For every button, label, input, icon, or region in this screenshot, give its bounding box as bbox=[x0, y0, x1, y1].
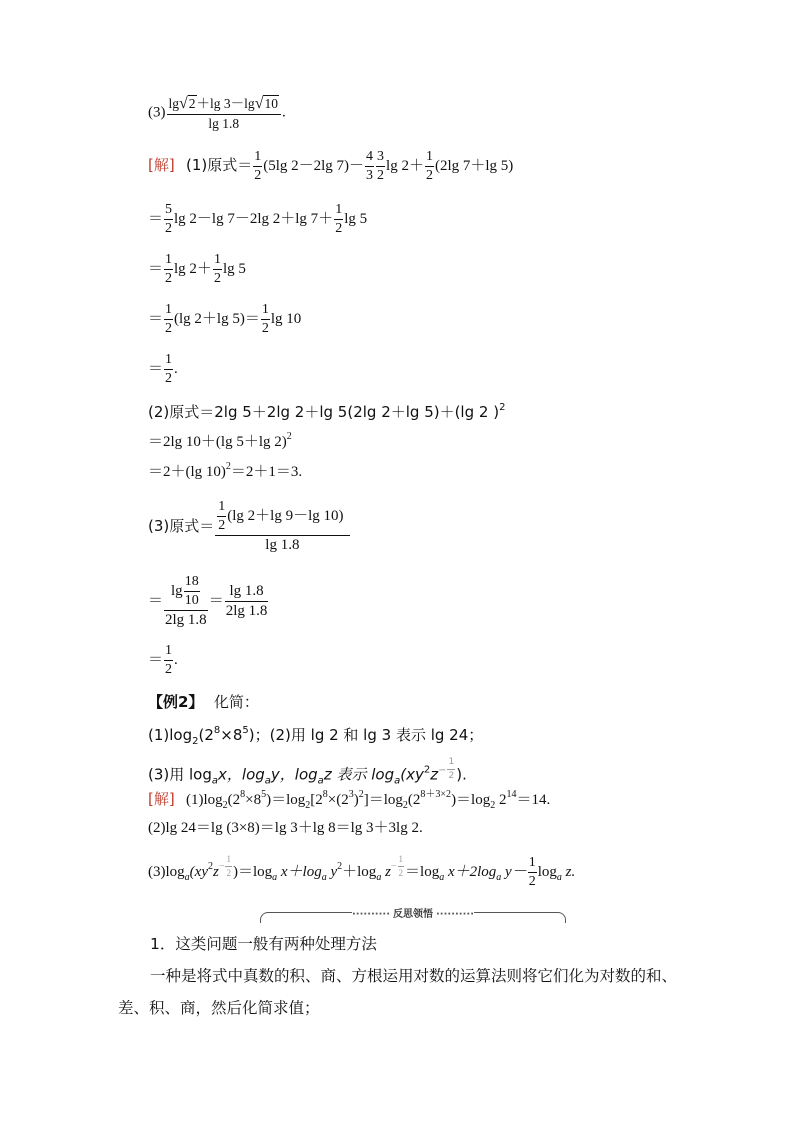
solution-1-line-3: ＝ $\frac{1}{2}$ lg 2＋ $\frac{1}{2}$ lg 5 bbox=[148, 252, 246, 286]
reflection-paragraph-line-2: 差、积、商，然后化简求值； bbox=[118, 999, 320, 1017]
reflection-point-1: 1．这类问题一般有两种处理方法 bbox=[150, 935, 377, 953]
problem-3: (3) $\frac{\lg√2+\lg 3-\lg√10}{\lg 1.8}$ . bbox=[148, 95, 286, 131]
example-2-header: 【例2】 化简： bbox=[148, 693, 259, 711]
banner-title: 反思领悟 bbox=[390, 909, 436, 920]
reflection-banner: ·········· 反思领悟 ·········· bbox=[260, 904, 566, 922]
solution-3-result: ＝ $\frac{1}{2}$ . bbox=[148, 643, 178, 677]
solution-ex2-line-1: [解] $(1)\log_2(2^8\times 8^5)=\log_2[2^8\times(2^3)^2]=\log_2(2^{8+3\times 2})=\log_2$ $2^{14}=14$. bbox=[148, 789, 551, 811]
solution-2-line-2: ＝2lg 10＋(lg 5＋lg 2)$^2$ bbox=[148, 431, 292, 450]
example-2-part-1-2: $(1)\log_2(2^8\times 8^5)$；(2)用 lg 2 和 lg 3 表示 lg 24； bbox=[148, 725, 484, 747]
example-2-part-3: (3)用 $\log_ax$，$\log_ay$，$\log_az$ 表示 $\log_a(xy^2z^{- \frac{1}{2}}$ ). bbox=[148, 757, 467, 787]
solution-3-line-2: ＝ lg $\frac{18}{10}$ 2lg 1.8 ＝ $\frac{\lg 1.8}{2\lg 1.8}$ bbox=[148, 574, 268, 628]
solution-1-line-2: ＝ $\frac{5}{2}$ lg 2－lg 7－2lg 2＋lg 7＋ $\frac{1}{2}$ lg 5 bbox=[148, 202, 368, 236]
solution-3-line-1: (3)原式＝ $\frac{1}{2}$ (lg 2＋lg 9－lg 10) lg 1.8 bbox=[148, 500, 351, 553]
solution-tag: [解] bbox=[148, 155, 175, 174]
solution-2-line-3: ＝2＋(lg 10)$^2$＝2＋1＝3. bbox=[148, 461, 303, 480]
problem-3-fraction: $\frac{\lg√2+\lg 3-\lg√10}{\lg 1.8}$ bbox=[167, 96, 281, 131]
solution-1-result: ＝ $\frac{1}{2}$ . bbox=[148, 352, 178, 386]
solution-1-line-4: ＝ $\frac{1}{2}$ (lg 2＋lg 5)＝ $\frac{1}{2}$ lg 10 bbox=[148, 302, 302, 336]
solution-ex2-line-2: (2)lg 24＝lg (3×8)＝lg 3＋lg 8＝lg 3＋3lg 2. bbox=[148, 820, 423, 836]
reflection-paragraph-line-1: 一种是将式中真数的积、商、方根运用对数的运算法则将它们化为对数的和、 bbox=[150, 967, 678, 985]
solution-1-line-1: [解] (1)原式＝ $\frac{1}{2}$ (5lg 2－2lg 7)－ $\frac{4}{3}$ $\frac{3}{2}$ lg 2＋ $\frac{1}{2}$ (2lg 7＋lg 5) bbox=[148, 149, 514, 183]
solution-2-line-1: (2)原式＝2lg 5＋2lg 2＋lg 5(2lg 2＋lg 5)＋(lg 2 )$^2$ bbox=[148, 402, 506, 421]
solution-ex2-line-3: $(3)\log_a(xy^2z^{- \frac{1}{2}}$ )$=\log_a$ $x+\log_a$ $y^2+\log_a$ $z^{- \frac{1}{2}}$ $=\log_a$ $x+2\log_a$ y－ $\frac{1}{2}$ $\log_a z$. bbox=[148, 854, 576, 889]
